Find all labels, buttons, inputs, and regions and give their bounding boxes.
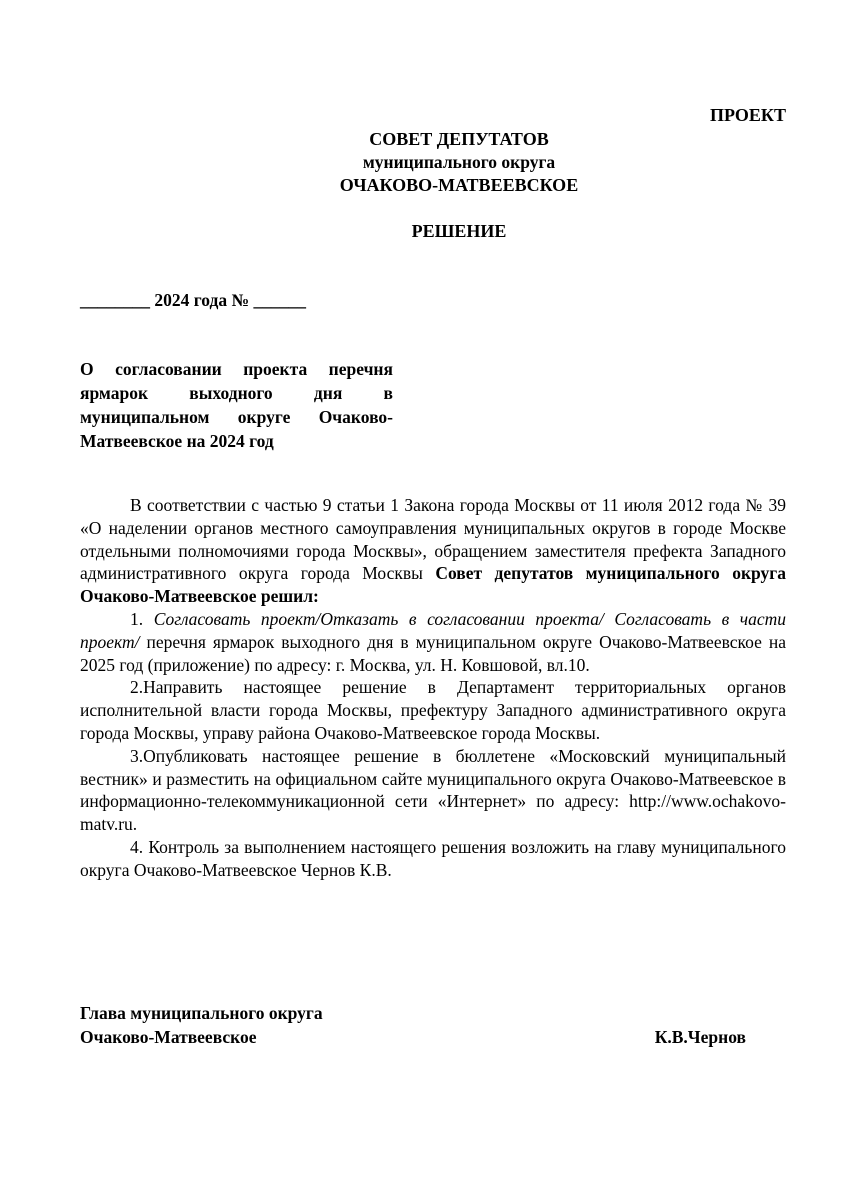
decision-body <box>80 494 786 882</box>
subject-line: Матвеевское на 2024 год <box>80 431 274 451</box>
district-name: ОЧАКОВО-МАТВЕЕВСКОЕ <box>339 175 579 195</box>
item1-number: 1. <box>130 608 154 629</box>
signature-block <box>80 1001 746 1049</box>
date-number-line: ________ 2024 года № ______ <box>80 290 306 310</box>
item1-options: Согласовать проект/Отказать в согласовании проекта/ Согласовать в части проект/ <box>80 608 787 652</box>
draft-stamp: ПРОЕКТ <box>710 105 786 125</box>
signer-title-line2: Очаково-Матвеевское <box>80 1027 257 1047</box>
okrug-label: муниципального округа <box>362 152 556 172</box>
decision-item-2: 2.Направить настоящее решение в Департамент территориальных органов исполнительной власти города Москвы, префектуру Западного административного округа города Москвы, управу района Очаково-Матвеевское города Москвы. <box>80 677 786 743</box>
signer-title-line1: Глава муниципального округа <box>80 1003 323 1023</box>
document-header <box>0 128 848 197</box>
decision-item-3: 3.Опубликовать настоящее решение в бюллетене «Московский муниципальный вестник» и разместить на официальном сайте муниципального округа Очаково-Матвеевское в информационно-телекоммуникационной сети «Интернет» по адресу: http://www.ochakovo-matv.ru. <box>80 745 786 835</box>
council-name: СОВЕТ ДЕПУТАТОВ <box>369 129 549 149</box>
subject-line: муниципальном округе Очаково- <box>80 407 393 427</box>
preamble-resolution: Совет депутатов муниципального округа Очаково-Матвеевское решил: <box>80 563 786 607</box>
item1-text: перечня ярмарок выходного дня в муниципальном округе Очаково-Матвеевское на 2025 год (приложение) по адресу: г. Москва, ул. Н. Ковшовой, вл.10. <box>80 631 786 675</box>
decision-item-4: 4. Контроль за выполнением настоящего решения возложить на главу муниципального округа Очаково-Матвеевское Чернов К.В. <box>80 836 786 880</box>
signer-name: К.В.Чернов <box>654 1027 746 1047</box>
subject-line: О согласовании проекта перечня <box>80 359 393 379</box>
preamble-paragraph <box>80 494 786 608</box>
decision-subject <box>80 357 393 453</box>
preamble-text: В соответствии с частью 9 статьи 1 Закона города Москвы от 11 июля 2012 года № 39 «О наделении органов местного самоуправления муниципальных округов в городе Москве отдельными полномочиями города Москвы», обращением заместителя префекта Западного административного округа города Москвы <box>80 495 786 584</box>
subject-line: ярмарок выходного дня в <box>80 383 393 403</box>
decision-item-1 <box>80 608 786 676</box>
decision-title: РЕШЕНИЕ <box>411 221 507 241</box>
